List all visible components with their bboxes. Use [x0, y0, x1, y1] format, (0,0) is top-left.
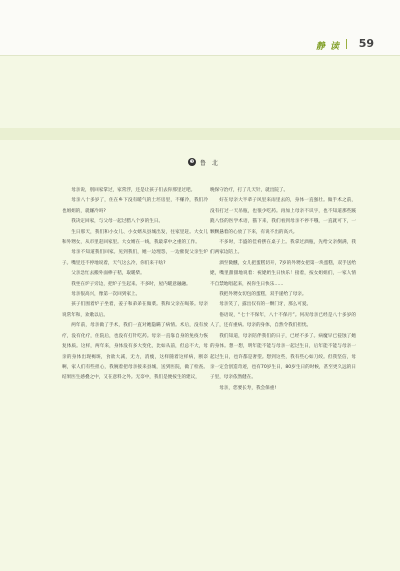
- paragraph: 生日那天，我们和小女儿、小女婿从县城出发，往家里赶。大女儿和外甥女，从市里赶回家里。大女婿在一线，我最拿中之重的工作。: [62, 229, 208, 246]
- paragraph: 母亲笑了，露出仅有的一颗门牙，那么可爱。: [219, 302, 312, 308]
- paragraph: 母亲说，别回家掌过，家常浮，还是让孩子们去你那里过吧。: [71, 188, 196, 193]
- author-line: [188, 157, 220, 167]
- header-separator: [346, 39, 347, 49]
- paragraph: 母亲，您要长寿，我会保重!: [219, 385, 277, 391]
- paragraph: 我坐在炉子旁边，把炉子生起来。不多时，屋内暖意融融。: [71, 281, 191, 287]
- paragraph: 母亲八十多岁了，住在乡下没有暖气的土坯房里，不赚冷，我们冷也姐姐的，就嫌冷吗?: [62, 198, 208, 214]
- paragraph: 我把外甥女切包的蛋糕，双手递给了母亲。: [219, 292, 307, 298]
- paragraph: 俗语说，“七十不保年，八十不保月”。何况母亲已经是八十多岁的人了，还有重病。母亲的身体，自然令我们担忧。: [210, 312, 356, 329]
- paragraph: 我们知道，母亲陪伴我们的日子，已经不多了。病魔早已侵蚀了她的身体。想一想，明年能不能与母亲一起过生日，后年能不能与母亲一起过生日，也许都是奢望。想到这些，我有些心如刀绞。但我坚信，母亲一定会创造奇迹，也有70岁生日，80岁生日的时候，甚至更久远的日子里，母亲依然健在。: [210, 333, 356, 381]
- paragraph: 孩子们围着炉子坐着，姜子和弟弟在做菜。我和父亲在喝茶。母亲说常年和，欢歌以后。: [62, 302, 208, 318]
- paragraph: 母亲不知道我们回家。见到我们，她一边埋怨，一边催促父亲生炉子。嘴里还不停地说着，天气这么冷，你们来干啥?: [62, 250, 208, 266]
- text-column-right: [210, 186, 356, 394]
- paragraph: 晚保守治疗，打了几天针，就出院了。: [210, 188, 289, 193]
- page-number: 59: [358, 37, 374, 50]
- paragraph: 酒至微醺，女儿把蛋糕切开，7岁的外甥女把第一块蛋糕，双手送给姥，嘴里甜甜地说着：祝姥奶生日快乐！接着，按女姐姐们，一家人情不自禁地唱起来，祝你生日快乐……: [210, 260, 356, 287]
- text-column-left: [62, 186, 208, 384]
- paragraph: 父亲急忙去搬外面棒子秸，取暖柴。: [71, 271, 145, 277]
- paragraph: 母亲很高兴，像第一次回到家上。: [71, 292, 141, 298]
- author-name: 鲁 北: [200, 159, 220, 167]
- paragraph: 不多时，丰盛的佳肴摆在桌子上。我拿过酒瓶，先给父亲倒满，我们两家边陪上。: [210, 240, 356, 256]
- decorative-band: [0, 128, 400, 140]
- section-title: 静 读: [315, 42, 340, 52]
- author-badge-icon: ❸: [189, 159, 195, 165]
- paragraph: 好在母亲大半辈子风里来雨里去的，身体一直强壮。做手术之前，没有打过一天吊瓶，也很少吃药。再加上母亲不识字，也不知道那些蹊跷八怪的医学术语，猫下来，我们看到母亲不停不哦，一直就可下，一颗颗悬着的心放了下来，有说不出的高兴。: [210, 198, 356, 235]
- paragraph: 我决定回家，与父母一起过腊八个岁的生日。: [71, 219, 164, 225]
- top-band: [0, 0, 400, 56]
- paragraph: 两年前，母亲做了手术，我们一直对她隐瞒了病情。术后，没有放疗，没有化疗，住院后，也没有打针吃药。母亲一直靠自身的免疫力恢复体质。这样，两年来，身体没有多大变化，比如从前，但总不大，母亲的身体出现褐斑，食欲大减，无力，消瘦，这样随着这样病，断奈啊，家人们有些担心，我婉着把母亲接来县城，送到医院，做了检查。结果医生感叠之中，又在意料之外。无奈中，我们是便按生的建议，: [62, 323, 208, 381]
